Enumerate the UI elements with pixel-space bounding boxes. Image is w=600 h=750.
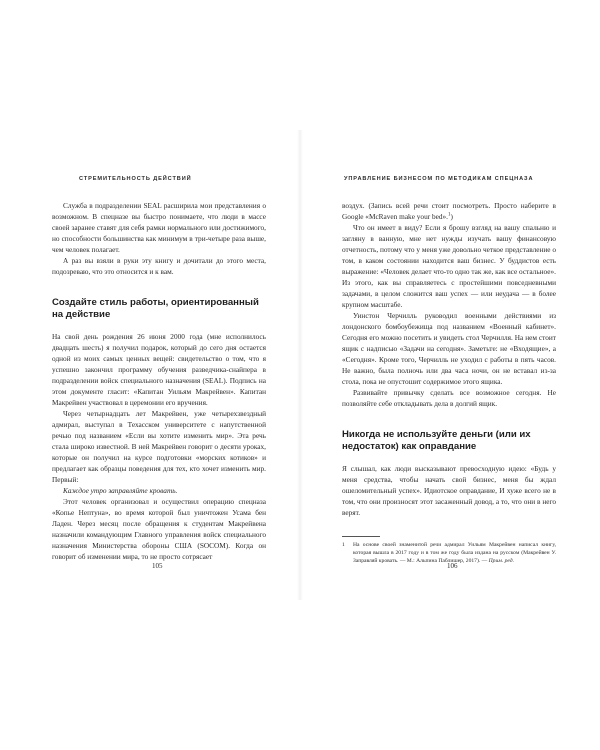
paragraph: Я слышал, как люди высказывают превосходную идею: «Будь у меня средства, чтобы начать свой бизнес, меня бы ждал ошеломительный успех». Идиотское оправдание, И хуже всего не в том, что они произносят этот засаженный довод, а то, что они в него верят. [342,464,556,517]
paragraph-text: воздух. (Запись всей речи стоит посмотреть. Просто наберите в Google «McRaven make your bed». [342,201,556,221]
paragraph: Этот человек организовал и осуществил операцию спецназа «Копье Нептуна», во время которой был уничтожен Усама бен Ладен. Через месяц после обращения к студентам Макрейвена назначили командующим Главного управления войск специального назначения Министерства обороны США (SOCOM). Когда он говорит об изменении мира, то не просто сотрясает [52,497,266,561]
paragraph: На свой день рождения 26 июня 2000 года (мне исполнилось двадцать шесть) я получил подарок, который до сего дня остается одной из моих самых ценных вещей: свидетельство о том, что я успешно закончил программу обучения разведчика-снайпера в подразделении войск специального назначения (SEAL). Подпись на этом документе гласит: «Капитан Уильям Макрейвен». Капитан Макрейвен участвовал в церемонии его вручения. [52,332,266,407]
paragraph: Что он имеет в виду? Если я брошу взгляд на вашу спальню и загляну в ванную, мне нет нужды изучать вашу финансовую отчетность, потому что у меня уже довольно четкое представление о том, в каком состоянии находится ваш бизнес. У буддистов есть выражение: «Человек делает что-то одно так же, как все остальное». Из этого, как вы справляетесь с простейшими повседневными задачами, в целом сложится ваш успех — или неудача — в более крупном масштабе. [342,223,556,309]
quote-text: Каждое утро заправляйте кровать. [63,486,178,495]
right-page-body [342,200,556,565]
paragraph: А раз вы взяли в руки эту книгу и дочитали до этого места, подозреваю, что это относится и к вам. [52,256,266,276]
paragraph: Уинстон Черчилль руководил военными действиями из лондонского бомбоубежища под названием «Военный кабинет». Сегодня его можно посетить и увидеть стол Черчилля. На нем стоит ящик с надписью «Задачи на сегодня». Заметьте: не «Входящие», а «Сегодня». Кроме того, Черчилль не уходил с работы в пять часов. Не важно, была полночь или два часа ночи, он не вставал из-за стола, пока не опустошит содержимое этого ящика. [342,311,556,386]
section-heading-action-style: Создайте стиль работы, ориентированный на действие [52,297,259,320]
running-head-left: СТРЕМИТЕЛЬНОСТЬ ДЕЙСТВИЙ [79,176,192,182]
footnote-editor-note: Прим. ред. [488,558,514,564]
footnote-text: На основе своей знаменитой речи адмирал Уильям Макрейвен написал книгу, которая вышла в 2017 году и в том же году была издана на русском (Макрейвен У. Заправляй кровать. — М.: Альпина Паблишер, 2017). — [353,542,556,564]
paragraph: Через четырнадцать лет Макрейвен, уже четырехзвездный адмирал, выступал в Техасском университете с напутственной речью под названием «Если вы хотите изменить мир». Эта речь стала широко известной. В ней Макрейвен говорит о десяти уроках, которые он получил на курсе подготовки «морских котиков» и предлагает как образцы поведения для тех, кто хочет изменить мир. Первый: [52,409,266,484]
right-page [300,0,600,750]
left-page-body [52,200,266,562]
section-heading-money-excuse: Никогда не используйте деньги (или их недостаток) как оправдание [342,429,531,452]
paragraph: Служба в подразделении SEAL расширила мои представления о возможном. В спецназе вы быстро понимаете, что люди в массе своей заранее ставят для себя рамки нормального или достижимого, но способности большинства как минимум в три-четыре раза выше, чем человек полагает. [52,201,266,254]
quote [52,485,266,496]
footnote-divider [342,536,380,537]
footnote-number: 1 [342,542,345,548]
paragraph [342,200,556,222]
page-number-left: 105 [152,562,163,570]
page-number-right: 106 [447,562,458,570]
footnote-reference: 1 [447,212,451,218]
running-head-right: УПРАВЛЕНИЕ БИЗНЕСОМ ПО МЕТОДИКАМ СПЕЦНАЗА [344,176,534,182]
paragraph: Развивайте привычку сделать все возможное сегодня. Не позволяйте себе откладывать дела в долгий ящик. [342,388,556,408]
paragraph-close: ) [450,212,453,221]
